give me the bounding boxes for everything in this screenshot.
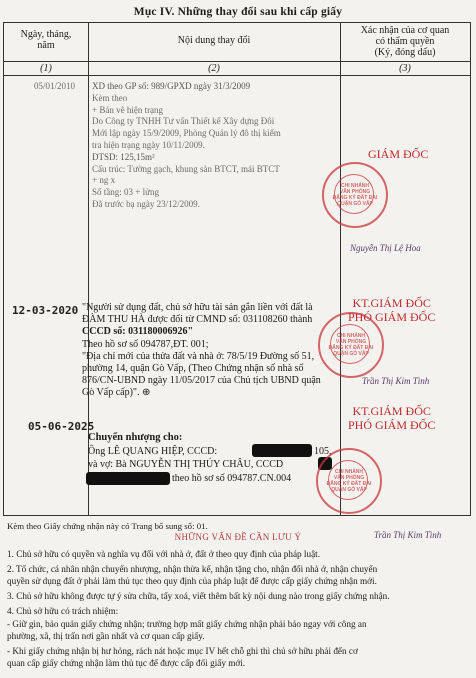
entry1-authority-title: GIÁM ĐỐC (368, 147, 429, 161)
entry3-dossier-line: theo hồ sơ số 094787.CN.004 (172, 473, 292, 484)
official-stamp: CHI NHÁNH VĂN PHÒNG ĐĂNG KÝ ĐẤT ĐAI QUẬN GÒ VẤP (316, 448, 382, 514)
note-item: quyền sử dụng đất ở phải làm thủ tục theo quy định của pháp luật để được cấp giấy chứng nhận mới. (7, 576, 377, 586)
entry2-authority-title: KT.GIÁM ĐỐC PHÓ GIÁM ĐỐC (348, 296, 436, 324)
notes-title: NHỮNG VẤN ĐỀ CẦN LƯU Ý (174, 532, 302, 542)
entry3-buyer-line: Ông LÊ QUANG HIỆP, CCCD: (88, 446, 218, 457)
header-divider (4, 61, 470, 62)
header-confirm: Xác nhận của cơ quan có thẩm quyền (Ký, đóng dấu) (360, 25, 450, 58)
redacted-block (252, 444, 312, 457)
note-item: 1. Chủ sở hữu có quyền và nghĩa vụ đối với nhà ở, đất ở theo quy định của pháp luật. (7, 549, 321, 559)
entry1-signer: Nguyễn Thị Lệ Hoa (350, 243, 421, 253)
note-item: 3. Chủ sở hữu không được tự ý sửa chữa, tẩy xoá, viết thêm bất kỳ nội dung nào trong giấy chứng nhận. (7, 591, 390, 601)
note-item: - Khi giấy chứng nhận bị hư hỏng, rách nát hoặc mục IV hết chỗ ghi thì chủ sở hữu phải đến cơ (7, 646, 358, 656)
header-date: Ngày, tháng, năm (20, 29, 72, 51)
entry3-heading: Chuyển nhượng cho: (88, 432, 183, 443)
entry3-spouse-line: và vợ: Bà NGUYỄN THỊ THÚY CHÂU, CCCD (88, 459, 284, 470)
col-number-1: (1) (40, 63, 52, 74)
official-stamp: CHI NHÁNH VĂN PHÒNG ĐĂNG KÝ ĐẤT ĐAI QUẬN GÒ VẤP (318, 312, 384, 378)
redacted-block (86, 472, 170, 485)
entry2-date: 12-03-2020 (12, 304, 79, 317)
note-item: 2. Tổ chức, cá nhân nhận chuyển nhượng, nhận thừa kế, nhận tặng cho, nhận đổi nhà ở, nhận chuyển (7, 564, 378, 574)
entry1-date: 05/01/2010 (34, 81, 76, 91)
col-number-3: (3) (399, 63, 411, 74)
header-content: Nội dung thay đổi (177, 35, 251, 46)
col-number-2: (2) (208, 63, 220, 74)
note-item: 4. Chủ sở hữu có trách nhiệm: (7, 606, 119, 616)
entry2-content: "Người sử dụng đất, chủ sở hữu tài sản gắn liền với đất là ĐÀM THU HÀ được đổi từ CMND số: 031108260 thành CCCD số: 031180006926" Theo hồ sơ số 094787,ĐT. 001; "Địa chỉ mới của thửa đất và nhà ở: 78/5/19 Đường số 51, phường 14, quận Gò Vấp, (Theo Chứng nhận số nhà số 876/CN-UBND ngày 11/05/2017 của Chủ tịch UBND quận Gò Vấp cấp)". ⊕ (82, 302, 321, 399)
section-title: Mục IV. Những thay đổi sau khi cấp giấy (133, 6, 343, 18)
entry3-id-suffix: 105, (314, 446, 332, 457)
official-stamp: CHI NHÁNH VĂN PHÒNG ĐĂNG KÝ ĐẤT ĐAI QUẬN GÒ VẤP (322, 162, 388, 228)
number-row-divider (4, 75, 470, 76)
note-item: phường, xã, thị trấn nơi gần nhất và cơ quan cấp giấy. (7, 631, 205, 641)
entry3-date: 05-06-2025 (28, 420, 95, 433)
entry2-signer: Trần Thị Kim Tình (362, 376, 430, 386)
changes-table (3, 22, 471, 516)
note-item: quan cấp giấy chứng nhận làm thủ tục để được cấp đổi giấy mới. (7, 658, 246, 668)
column-divider (340, 23, 341, 515)
note-item: - Giữ gìn, bảo quản giấy chứng nhận; trường hợp mất giấy chứng nhận phải báo ngay với công an (7, 619, 367, 629)
entry3-signer: Trần Thị Kim Tình (374, 530, 442, 540)
attachment-note: Kèm theo Giấy chứng nhận này có Trang bổ sung số: 01. (7, 521, 208, 531)
entry1-content: XD theo GP số: 989/GPXD ngày 31/3/2009 Kèm theo + Bản vẽ hiện trạng Do Công ty TNHH Tư vấn Thiết kế Xây dựng Đôi Mới lập ngày 15/9/2009, Phòng Quản lý đô thị kiểm tra hiện trạng ngày 10/11/2009. DTSD: 125,15m² Cấu trúc: Tường gạch, khung sàn BTCT, mái BTCT + ng x Số tầng: 03 + lửng Đã trước bạ ngày 23/12/2009. (92, 81, 281, 209)
entry3-authority-title: KT.GIÁM ĐỐC PHÓ GIÁM ĐỐC (348, 404, 436, 432)
